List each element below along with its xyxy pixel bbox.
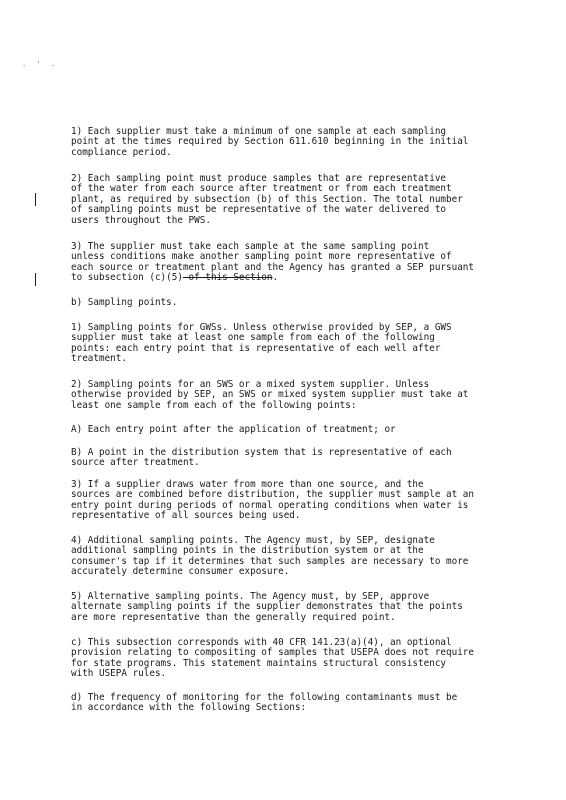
paragraph-b1: 1) Sampling points for GWSs. Unless otherwise provided by SEP, a GWS supplier must take at least one sample from each of the following points: each entry point that is representative of each well after treatment. (71, 322, 452, 365)
corner-mark: . ' . (22, 60, 59, 68)
paragraph-c: c) This subsection corresponds with 40 CFR 141.23(a)(4), an optional provision relating to compositing of samples that USEPA does not require for state programs. This statement maintains structural consistency with USEPA rules. (71, 637, 474, 680)
paragraph-a1: 1) Each supplier must take a minimum of one sample at each sampling point at the times required by Section 611.610 beginning in the initial compliance period. (71, 126, 469, 158)
paragraph-b4: 4) Additional sampling points. The Agency must, by SEP, designate additional sampling points in the distribution system or at the consumer's tap if it determines that such samples are necessary to more accurately determine consumer exposure. (71, 535, 469, 578)
paragraph-b5: 5) Alternative sampling points. The Agency must, by SEP, approve alternate sampling points if the supplier demonstrates that the points are more representative than the generally required point. (71, 591, 463, 623)
revision-bar (35, 193, 36, 206)
strikethrough-text: of this Section (182, 272, 273, 284)
paragraph-a2: 2) Each sampling point must produce samples that are representative of the water from each source after treatment or from each treatment plant, as required by subsection (b) of this Section. The total number of sampling points must be representative of the water delivered to users throughout the PWS. (71, 173, 463, 226)
paragraph-a3-tail: . (272, 272, 279, 284)
paragraph-b2-b: B) A point in the distribution system that is representative of each source after treatment. (71, 447, 452, 469)
revision-bar (35, 273, 36, 286)
heading-b-sampling-points: b) Sampling points. (71, 297, 178, 308)
paragraph-b3: 3) If a supplier draws water from more than one source, and the sources are combined before distribution, the supplier must sample at an entry point during periods of normal operating conditions when water is representative of all sources being used. (71, 479, 474, 522)
paragraph-a3-text: 3) The supplier must take each sample at the same sampling point unless conditions make another sampling point more representative of each source or treatment plant and the Agency has granted a SEP pursuant to subsection (c)(5) (71, 241, 474, 284)
paragraph-b2: 2) Sampling points for an SWS or a mixed system supplier. Unless otherwise provided by SEP, an SWS or mixed system supplier must take at least one sample from each of the following points: (71, 379, 469, 411)
paragraph-b2-a: A) Each entry point after the application of treatment; or (71, 424, 396, 435)
paragraph-d: d) The frequency of monitoring for the following contaminants must be in accordance with the following Sections: (71, 692, 458, 714)
paragraph-a3 (71, 242, 499, 284)
